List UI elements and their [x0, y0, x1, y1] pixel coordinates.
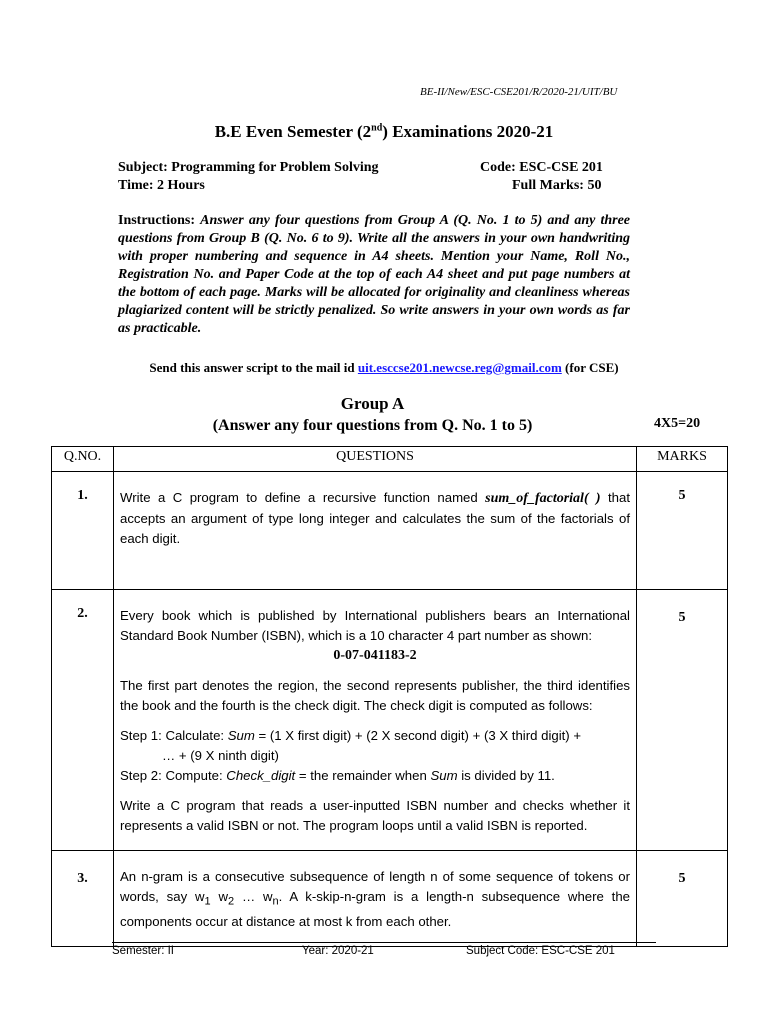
q2-step1-label: Step 1: Calculate: [120, 728, 228, 743]
questions-table [51, 446, 728, 947]
mail-instruction [0, 360, 768, 376]
subject-line: Subject: Programming for Problem Solving [118, 160, 379, 175]
q2-step2-end: is divided by 11. [457, 768, 555, 783]
full-marks: Full Marks: 50 [512, 178, 602, 193]
mail-prefix: Send this answer script to the mail id [149, 360, 358, 375]
q2-step-1-cont: … + (9 X ninth digit) [162, 748, 279, 763]
document-reference-code: BE-II/New/ESC-CSE201/R/2020-21/UIT/BU [420, 86, 618, 98]
exam-title [0, 122, 768, 142]
q2-step1-var: Sum [227, 728, 255, 743]
footer-year: Year: 2020-21 [302, 945, 374, 957]
instructions-label: Instructions: [118, 213, 196, 228]
question-number: 3. [52, 851, 114, 947]
header-marks: MARKS [637, 447, 728, 472]
q2-step2-text: = the remainder when [295, 768, 431, 783]
q3-sub-2: 2 [228, 895, 235, 908]
q2-paragraph-2: The first part denotes the region, the second represents publisher, the third identifies the book and the fourth is the check digit. The check digit is computed as follows: [120, 678, 630, 713]
exam-time: Time: 2 Hours [118, 178, 205, 193]
course-code: Code: ESC-CSE 201 [480, 160, 603, 175]
question-marks: 5 [637, 851, 728, 947]
instructions-text-2: questions from Group A (Q. No. 1 to 5) and any three questions from Group B (Q. No. 6 to 9). Write all the answers in your own handwriting with proper numbering and sequence in A4 sheets. Mention your Name, Roll No., Registration No. and Paper Code at the top of each A4 sheet and put page numbers at the bottom of each page. Marks will be allocated for originality and cleanliness whereas plagiarized content will be strictly penalized. So write answers in your own words as far as practicable. [118, 213, 630, 336]
q2-step1-formula: = (1 X first digit) + (2 X second digit) + (3 X third digit) + [254, 728, 582, 743]
instructions-text-1: Answer [200, 213, 249, 228]
title-superscript: nd [371, 122, 383, 134]
table-row [52, 472, 728, 590]
q1-text-a: Write a C program to define a recursive function named [120, 490, 486, 505]
footer-subject-code: Subject Code: ESC-CSE 201 [466, 945, 615, 957]
footer-divider [112, 942, 656, 943]
q1-text-b: that accepts an argument of type long integer and calculates the sum of the factorials of each digit. [120, 490, 630, 546]
q2-isbn-example: 0-07-041183-2 [333, 648, 417, 663]
instructions-block [118, 212, 630, 338]
q3-text-b: w [210, 889, 228, 904]
q3-text-a: An n-gram is a consecutive subsequence of length n of some sequence of tokens or words, say w [120, 869, 630, 904]
header-qno: Q.NO. [52, 447, 114, 472]
q2-step2-label: Step 2: Compute: [120, 768, 227, 783]
question-text [114, 472, 637, 590]
question-text [114, 851, 637, 947]
table-header-row [52, 447, 728, 472]
email-link[interactable]: uit.esccse201.newcse.reg@gmail.com [357, 360, 562, 375]
q1-function-name: sum_of_factorial( ) [485, 491, 601, 506]
header-questions: QUESTIONS [114, 447, 637, 472]
instructions-any-four: any four [248, 213, 300, 228]
footer-semester: Semester: II [112, 945, 174, 957]
q2-paragraph-3: Write a C program that reads a user-inputted ISBN number and checks whether it represents a valid ISBN or not. The program loops until a valid ISBN is reported. [120, 798, 630, 833]
q2-paragraph-1: Every book which is published by International publishers bears an International Standard Book Number (ISBN), which is a 10 character 4 part number as shown: [120, 608, 630, 643]
title-prefix: B.E Even Semester (2 [214, 122, 372, 141]
q2-step-1 [120, 726, 630, 746]
question-marks: 5 [637, 472, 728, 590]
q3-text-d: . A k-skip-n-gram is a length-n subsequence where the components occur at distance at most k from each other. [120, 889, 630, 929]
question-text [114, 590, 637, 851]
q3-sub-1: 1 [204, 895, 211, 908]
q3-sub-n: n [272, 895, 279, 908]
q2-step-2 [120, 766, 630, 786]
group-total-marks: 4X5=20 [654, 416, 701, 431]
q3-text-c: … w [234, 889, 273, 904]
question-number: 2. [52, 590, 114, 851]
title-suffix: ) Examinations 2020-21 [382, 122, 554, 141]
question-number: 1. [52, 472, 114, 590]
group-subtitle: (Answer any four questions from Q. No. 1 to 5) [212, 417, 533, 434]
table-row [52, 590, 728, 851]
q2-step2-var: Check_digit [226, 768, 296, 783]
table-row [52, 851, 728, 947]
mail-suffix: (for CSE) [561, 360, 619, 375]
q2-step2-var2: Sum [430, 768, 458, 783]
group-title: Group A [340, 394, 405, 413]
question-marks: 5 [637, 590, 728, 851]
